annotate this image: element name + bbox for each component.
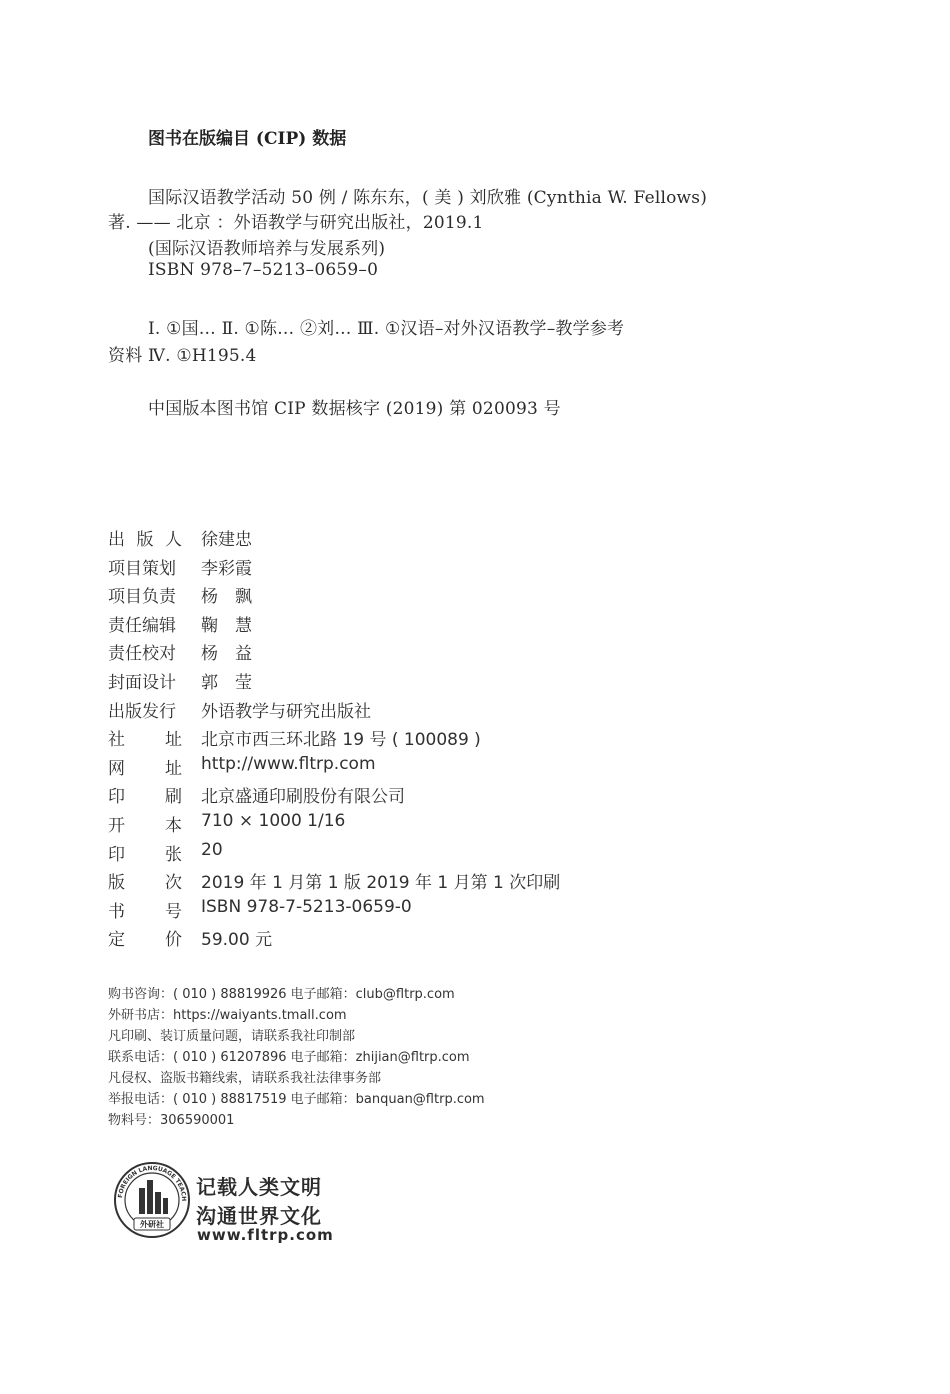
credit-value: ISBN 978-7-5213-0659-0 bbox=[201, 896, 412, 917]
credit-value: 2019 年 1 月第 1 版 2019 年 1 月第 1 次印刷 bbox=[201, 873, 561, 894]
credit-value: 徐建忠 bbox=[201, 530, 252, 550]
logo-ring-text: FOREIGN LANGUAGE TEACH bbox=[117, 1164, 188, 1202]
credit-label: 责任编辑 bbox=[108, 615, 176, 636]
credit-value: 鞠 慧 bbox=[201, 615, 252, 636]
contact-line: 举报电话：( 010 ) 88817519 电子邮箱：banquan@fltrp.com bbox=[108, 1092, 485, 1107]
credit-label: 网 址 bbox=[108, 758, 182, 779]
credit-label: 出版发行 bbox=[108, 701, 176, 722]
credit-value: 北京市西三环北路 19 号 ( 100089 ) bbox=[201, 730, 481, 751]
credit-label: 封面设计 bbox=[108, 673, 176, 693]
cip-heading: 图书在版编目 (CIP) 数据 bbox=[148, 129, 347, 149]
contact-line: 外研书店：https://waiyants.tmall.com bbox=[108, 1008, 347, 1023]
credit-value: 郭 莹 bbox=[201, 673, 252, 693]
contact-line: 物料号：306590001 bbox=[108, 1113, 235, 1128]
contact-line: 联系电话：( 010 ) 61207896 电子邮箱：zhijian@fltrp.com bbox=[108, 1050, 470, 1065]
cip-line-classification: Ⅰ. ①国… Ⅱ. ①陈… ②刘… Ⅲ. ①汉语–对外汉语教学–教学参考 bbox=[148, 319, 625, 339]
credit-value: 杨 飘 bbox=[201, 587, 252, 608]
contact-line: 凡侵权、盗版书籍线索，请联系我社法律事务部 bbox=[108, 1071, 382, 1086]
cip-line-series: (国际汉语教师培养与发展系列) bbox=[148, 239, 386, 259]
credit-label: 版 次 bbox=[108, 873, 182, 894]
website-link[interactable]: http://www.fltrp.com bbox=[201, 753, 376, 774]
cip-line-publisher: 著. —— 北京 ：外语教学与研究出版社，2019.1 bbox=[108, 213, 484, 233]
credit-label: 定 价 bbox=[108, 930, 182, 951]
credit-value: 59.00 元 bbox=[201, 930, 273, 951]
credit-label: 项目负责 bbox=[108, 587, 176, 608]
credit-value: 20 bbox=[201, 839, 223, 860]
credit-value: 李彩霞 bbox=[201, 558, 252, 579]
credit-label: 开 本 bbox=[108, 816, 182, 836]
contact-line: 购书咨询：( 010 ) 88819926 电子邮箱：club@fltrp.com bbox=[108, 987, 455, 1002]
publisher-logo bbox=[112, 1158, 192, 1248]
credit-label: 责任校对 bbox=[108, 644, 176, 665]
publisher-url[interactable]: www.fltrp.com bbox=[197, 1226, 334, 1244]
credit-value: 北京盛通印刷股份有限公司 bbox=[201, 787, 405, 808]
cip-line-title: 国际汉语教学活动 50 例 / 陈东东，( 美 ) 刘欣雅 (Cynthia W. Fellows) bbox=[148, 188, 708, 208]
cip-line-record-number: 中国版本图书馆 CIP 数据核字 (2019) 第 020093 号 bbox=[148, 399, 561, 419]
fltrp-logo-icon bbox=[112, 1158, 192, 1248]
cip-line-isbn: ISBN 978–7–5213–0659–0 bbox=[148, 260, 379, 280]
slogan-line-2: 沟通世界文化 bbox=[196, 1204, 322, 1228]
credit-label: 印 刷 bbox=[108, 787, 182, 808]
credit-label: 书 号 bbox=[108, 901, 182, 922]
credit-label: 项目策划 bbox=[108, 558, 176, 579]
logo-badge-text: 外研社 bbox=[140, 1220, 164, 1229]
cip-line-classification-cont: 资料 Ⅳ. ①H195.4 bbox=[108, 346, 257, 366]
credit-label: 社 址 bbox=[108, 730, 182, 751]
credit-label: 出 版 人 bbox=[108, 530, 182, 550]
slogan-line-1: 记载人类文明 bbox=[196, 1175, 322, 1199]
credit-value: 杨 益 bbox=[201, 644, 252, 665]
contact-line: 凡印刷、装订质量问题，请联系我社印制部 bbox=[108, 1029, 356, 1044]
credit-value: 外语教学与研究出版社 bbox=[201, 701, 371, 722]
credit-label: 印 张 bbox=[108, 844, 182, 865]
credit-value: 710 × 1000 1/16 bbox=[201, 811, 346, 831]
